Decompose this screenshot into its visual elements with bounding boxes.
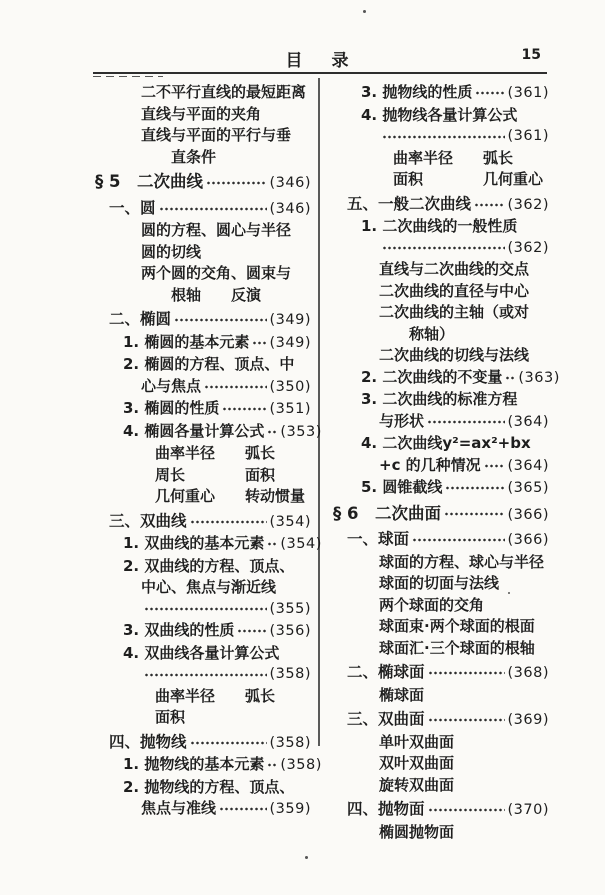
toc-entry-text: 直线与平面的平行与垂 <box>141 126 292 144</box>
toc-page-ref: (351) <box>269 401 311 417</box>
toc-line <box>95 599 311 621</box>
toc-page-ref: (363) <box>518 369 560 386</box>
dot-leader <box>204 384 266 390</box>
toc-entry-text: 周长 面积 <box>155 465 276 484</box>
toc-entry-text: 四、抛物面 <box>347 800 425 818</box>
toc-line <box>333 345 549 367</box>
toc-entry-text: 球面束·两个球面的根面 <box>379 617 535 635</box>
toc-line <box>95 125 311 147</box>
toc-entry-text: 球面的方程、球心与半径 <box>379 552 545 571</box>
toc-page-ref: (365) <box>507 480 549 496</box>
toc-entry-text: 2. 双曲线的方程、顶点、 <box>123 556 295 575</box>
toc-page-ref: (346) <box>269 200 311 217</box>
toc-line <box>333 662 549 685</box>
toc-entry-text: 三、双曲面 <box>347 710 425 728</box>
toc-line <box>333 411 549 434</box>
toc-entry-text: 直线与平面的夹角 <box>141 104 262 123</box>
toc-page-ref: (358) <box>269 666 311 682</box>
toc-entry-text: 几何重心 转动惯量 <box>155 487 306 505</box>
toc-entry-text: 二、椭圆 <box>109 310 172 328</box>
toc-line <box>333 302 549 324</box>
toc-line <box>95 376 311 399</box>
toc-entry-text: 两个球面的交角 <box>379 595 485 614</box>
toc-entry-text: 椭球面 <box>379 685 425 704</box>
toc-entry-text: 四、抛物线 <box>109 732 187 751</box>
dot-leader <box>267 762 277 768</box>
dot-leader <box>445 485 504 491</box>
toc-line <box>95 421 322 444</box>
toc-entry-text: 1. 抛物线的基本元素 <box>123 755 265 773</box>
toc-entry-text: 直线与二次曲线的交点 <box>379 260 530 278</box>
toc-line <box>95 220 311 242</box>
toc-entry-text: 4. 椭圆各量计算公式 <box>123 421 265 440</box>
toc-line <box>333 616 549 638</box>
toc-line <box>95 147 311 169</box>
toc-entry-text: 面积 <box>155 708 186 726</box>
page-number: 15 <box>521 47 541 63</box>
toc-line <box>95 664 311 686</box>
dot-leader <box>427 419 504 425</box>
dot-leader <box>190 740 267 746</box>
scan-artifact-dot <box>305 856 308 859</box>
toc-entry-text: 4. 二次曲线y²=ax²+bx <box>361 434 531 452</box>
dot-leader <box>206 180 267 186</box>
toc-line <box>333 753 549 775</box>
toc-entry-text: 圆的切线 <box>141 242 202 261</box>
toc-page-ref: (362) <box>507 239 549 256</box>
toc-page-ref: (349) <box>269 334 311 351</box>
toc-entry-text: +c 的几种情况 <box>379 455 481 474</box>
dot-leader <box>474 202 504 208</box>
toc-line <box>95 332 311 355</box>
dot-leader <box>428 807 505 813</box>
dot-leader <box>219 806 266 812</box>
dot-leader <box>174 317 266 323</box>
toc-line <box>333 216 549 238</box>
toc-entry-text: 3. 抛物线的性质 <box>361 83 473 101</box>
toc-page-ref: (358) <box>269 734 311 751</box>
toc-line <box>95 643 311 665</box>
toc-entry-text: 旋转双曲面 <box>379 775 455 794</box>
toc-line <box>333 389 549 411</box>
toc-entry-text: 一、圆 <box>109 198 156 217</box>
toc-line <box>95 398 311 421</box>
toc-page-ref: (364) <box>507 457 549 474</box>
toc-page-ref: (368) <box>507 665 549 681</box>
toc-line <box>333 126 549 148</box>
toc-entry-text: 二次曲线的直径与中心 <box>379 281 530 300</box>
toc-entry-text: 3. 双曲线的性质 <box>123 621 235 639</box>
header-rule <box>93 72 547 74</box>
toc-entry-text: 2. 抛物线的方程、顶点、 <box>123 777 295 796</box>
toc-line <box>333 709 549 732</box>
toc-entry-text: § 5 二次曲线 <box>95 172 203 191</box>
page-header <box>93 46 547 71</box>
toc-page-ref: (369) <box>507 712 549 728</box>
toc-entry-text: 根轴 反演 <box>171 285 262 304</box>
dot-leader <box>252 340 266 346</box>
toc-entry-text: 双叶双曲面 <box>379 754 455 772</box>
toc-line <box>333 281 549 303</box>
toc-line <box>95 104 311 126</box>
toc-page-ref: (366) <box>507 506 549 523</box>
toc-page-ref: (361) <box>507 85 549 101</box>
scan-artifact-dot <box>363 10 366 13</box>
toc-line <box>333 82 549 105</box>
toc-page-ref: (355) <box>269 600 311 617</box>
toc-line <box>95 486 311 508</box>
dot-leader <box>222 406 266 412</box>
toc-line <box>333 822 549 844</box>
toc-entry-text: 4. 抛物线各量计算公式 <box>361 105 518 124</box>
toc-entry-text: 单叶双曲面 <box>379 732 455 751</box>
toc-line <box>95 533 322 556</box>
toc-line <box>95 556 311 578</box>
toc-entry-text: 心与焦点 <box>141 376 202 395</box>
dot-leader <box>428 670 505 676</box>
toc-line <box>333 799 549 822</box>
toc-page-ref: (354) <box>280 536 322 552</box>
dot-leader <box>144 672 267 678</box>
toc-entry-text: 5. 圆锥截线 <box>361 478 443 496</box>
toc-line <box>95 242 311 264</box>
toc-entry-text: 三、双曲线 <box>109 511 187 530</box>
dot-leader <box>159 206 267 212</box>
toc-page-ref: (354) <box>269 513 311 530</box>
dot-leader <box>412 537 504 543</box>
toc-entry-text: 两个圆的交角、圆束与 <box>141 264 292 282</box>
toc-line <box>333 259 549 281</box>
toc-page-ref: (362) <box>507 196 549 213</box>
toc-line <box>333 194 549 217</box>
dot-leader <box>475 90 504 96</box>
toc-line <box>95 577 311 599</box>
toc-line <box>333 455 549 478</box>
toc-entry-text: 焦点与准线 <box>141 799 217 817</box>
toc-column-right <box>333 82 560 843</box>
toc-line <box>333 169 549 191</box>
dot-leader <box>190 519 267 525</box>
toc-page-ref: (361) <box>507 128 549 144</box>
toc-line <box>95 754 322 777</box>
column-divider <box>318 78 320 746</box>
toc-page-ref: (358) <box>280 757 322 773</box>
toc-entry-text: 面积 几何重心 <box>393 170 544 188</box>
toc-entry-text: 1. 二次曲线的一般性质 <box>361 217 518 235</box>
toc-entry-text: 1. 椭圆的基本元素 <box>123 332 250 351</box>
toc-entry-text: 二次曲线的切线与法线 <box>379 346 530 364</box>
page-title: 目 录 <box>285 51 355 71</box>
toc-entry-text: 称轴） <box>409 324 455 343</box>
toc-line <box>333 105 549 127</box>
toc-line <box>95 620 311 643</box>
toc-entry-text: 2. 椭圆的方程、顶点、中 <box>123 355 295 373</box>
toc-page-ref: (370) <box>507 802 549 818</box>
dot-leader <box>484 463 505 469</box>
toc-line <box>333 552 549 574</box>
header-rule-fragment <box>93 76 163 77</box>
toc-line <box>333 238 549 260</box>
toc-page-ref: (353) <box>280 423 322 440</box>
toc-line <box>333 367 560 390</box>
toc-entry-text: 曲率半径 弧长 <box>155 444 276 462</box>
toc-entry-text: § 6 二次曲面 <box>333 503 441 523</box>
toc-line <box>95 443 311 465</box>
toc-line <box>333 433 549 455</box>
toc-line <box>333 573 549 595</box>
toc-entry-text: 曲率半径 弧长 <box>155 686 276 705</box>
toc-line <box>95 511 311 534</box>
dot-leader <box>144 606 267 612</box>
toc-line <box>333 732 549 754</box>
dot-leader <box>505 375 515 381</box>
toc-entry-text: 3. 椭圆的性质 <box>123 399 220 417</box>
dot-leader <box>382 245 505 251</box>
toc-line <box>95 263 311 285</box>
toc-entry-text: 3. 二次曲线的标准方程 <box>361 390 518 408</box>
dot-leader <box>237 628 266 634</box>
toc-line <box>333 775 549 797</box>
toc-line <box>95 465 311 487</box>
toc-line <box>95 309 311 332</box>
toc-column-left <box>95 82 322 821</box>
toc-entry-text: 圆的方程、圆心与半径 <box>141 221 292 239</box>
dot-leader <box>267 429 277 435</box>
toc-entry-text: 中心、焦点与渐近线 <box>141 578 277 596</box>
toc-line <box>333 324 549 346</box>
toc-page-ref: (364) <box>507 413 549 430</box>
toc-line <box>95 354 311 376</box>
toc-entry-text: 一、球面 <box>347 530 410 548</box>
toc-line <box>95 686 311 708</box>
toc-entry-text: 曲率半径 弧长 <box>393 148 514 167</box>
dot-leader <box>428 717 505 723</box>
toc-line <box>333 595 549 617</box>
toc-entry-text: 五、一般二次曲线 <box>347 194 472 213</box>
toc-line <box>95 285 311 307</box>
toc-line <box>95 171 311 195</box>
toc-line <box>333 685 549 707</box>
toc-entry-text: 二次曲线的主轴（或对 <box>379 303 530 321</box>
toc-entry-text: 球面的切面与法线 <box>379 574 500 592</box>
dot-leader <box>382 134 505 140</box>
toc-entry-text: 1. 双曲线的基本元素 <box>123 534 265 552</box>
toc-line <box>95 707 311 729</box>
toc-line <box>333 477 549 500</box>
toc-line <box>333 638 549 660</box>
toc-page-ref: (349) <box>269 312 311 328</box>
toc-entry-text: 球面汇·三个球面的根轴 <box>379 638 535 657</box>
toc-page-ref: (356) <box>269 623 311 639</box>
toc-line <box>95 777 311 799</box>
toc-line <box>95 82 311 104</box>
toc-line <box>333 503 549 527</box>
toc-entry-text: 二、椭球面 <box>347 663 425 681</box>
toc-page-ref: (350) <box>269 378 311 395</box>
toc-entry-text: 直条件 <box>171 147 217 166</box>
toc-entry-text: 2. 二次曲线的不变量 <box>361 367 503 386</box>
toc-line <box>333 148 549 170</box>
toc-entry-text: 与形状 <box>379 411 425 430</box>
toc-line <box>333 529 549 552</box>
toc-line <box>95 798 311 821</box>
toc-page-ref: (366) <box>507 532 549 548</box>
scan-artifact-dot <box>508 592 510 594</box>
toc-line <box>95 198 311 221</box>
toc-page-ref: (346) <box>269 175 311 191</box>
toc-line <box>95 732 311 755</box>
toc-entry-text: 椭圆抛物面 <box>379 822 455 841</box>
toc-entry-text: 二不平行直线的最短距离 <box>141 83 307 101</box>
dot-leader <box>267 541 277 547</box>
dot-leader <box>444 511 505 517</box>
toc-entry-text: 4. 双曲线各量计算公式 <box>123 643 280 662</box>
toc-page-ref: (359) <box>269 801 311 817</box>
